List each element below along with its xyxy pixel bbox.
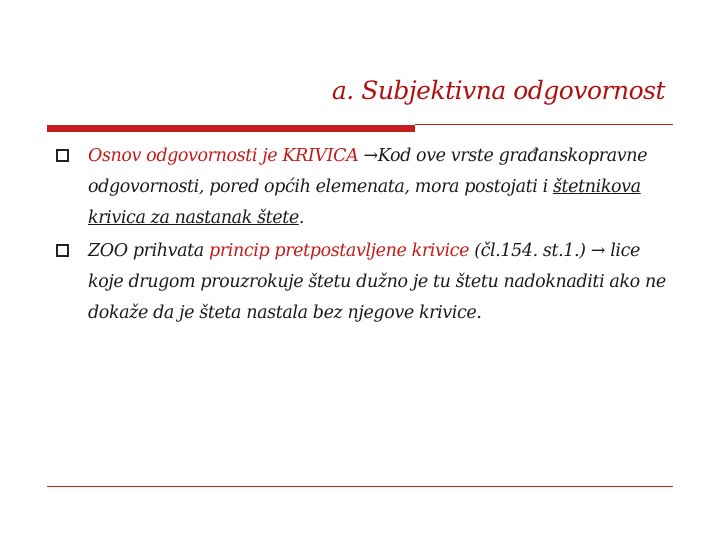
bullet-item-1 — [56, 141, 676, 234]
title-underline-thin — [415, 124, 673, 125]
bottom-rule — [47, 486, 673, 487]
bullet1-underlined-text: štetnikova krivica za nastanak štete — [88, 177, 641, 228]
bullet1-end: . — [298, 208, 305, 228]
checkbox-bullet-icon — [56, 149, 69, 162]
bullet1-text: Kod ove vrste građanskopravne odgovornosti, pored općih elemenata, mora postojati i — [88, 146, 648, 197]
slide-title: a. Subjektivna odgovornost — [331, 76, 665, 105]
bullet2-text-mid: (čl.154. st.1.) — [469, 241, 591, 261]
arrow-right-icon: → — [590, 241, 606, 261]
bullet2-text-start: ZOO prihvata — [88, 241, 210, 261]
arrow-right-icon: → — [363, 146, 378, 166]
bullet1-text-red: Osnov odgovornosti je KRIVICA — [88, 146, 364, 166]
title-underline-thick — [47, 125, 415, 132]
bullet-list — [56, 141, 676, 331]
bullet-item-2 — [56, 236, 676, 329]
checkbox-bullet-icon — [56, 244, 69, 257]
bullet2-text-end: lice koje drugom prouzrokuje štetu dužno je tu štetu nadoknaditi ako ne dokaže da je šteta nastala bez njegove krivice. — [88, 241, 666, 323]
bullet2-text-red: princip pretpostavljene krivice — [209, 241, 470, 261]
